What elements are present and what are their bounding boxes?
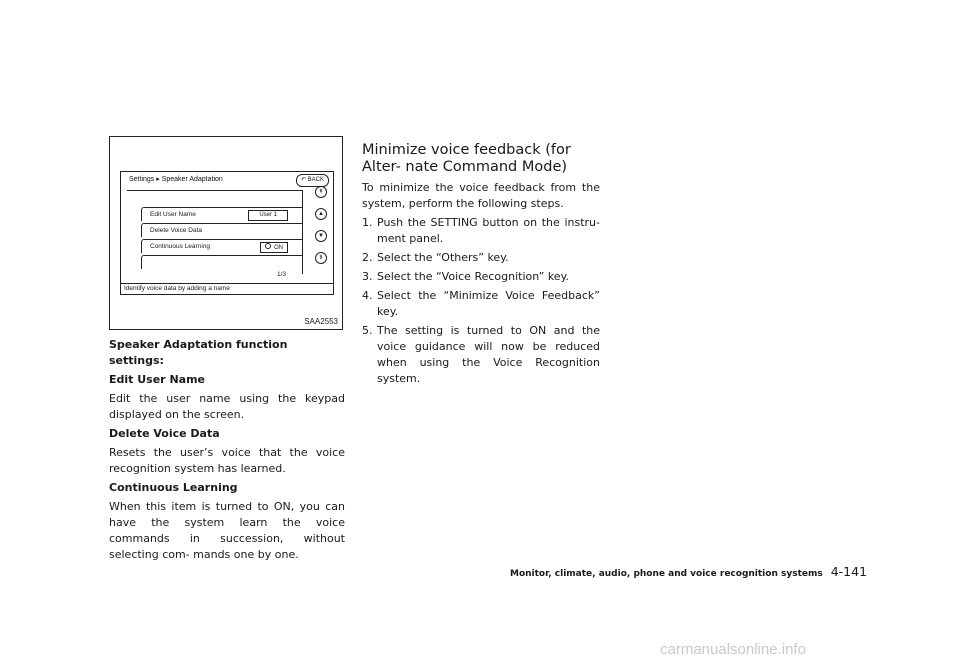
step-number: 5. [362, 324, 373, 337]
item-title: Edit User Name [109, 373, 205, 386]
item-text: When this item is turned to ON, you can have the system learn the voice commands in succession, without selecting com- mands one by one. [109, 500, 345, 561]
item-text: Resets the user’s voice that the voice recognition system has learned. [109, 446, 345, 475]
row-label: Delete Voice Data [150, 227, 203, 234]
intro-text: To minimize the voice feedback from the system, perform the following steps. [362, 181, 600, 210]
row-empty [141, 255, 302, 269]
scroll-up-icon[interactable]: ▲ [315, 208, 327, 220]
row-edit-user-name[interactable] [141, 207, 302, 221]
row-label: Continuous Learning [150, 243, 210, 250]
step-text: Select the “Voice Recognition” key. [377, 270, 570, 283]
status-bar: Identify voice data by adding a name [121, 283, 333, 294]
list-item [362, 250, 600, 266]
row-continuous-learning[interactable] [141, 239, 302, 253]
list-item [362, 215, 600, 247]
back-label: BACK [307, 177, 324, 183]
user-name-value: User 1 [248, 210, 288, 221]
page-number: 4-141 [830, 564, 868, 579]
step-number: 2. [362, 251, 373, 264]
step-text: Push the SETTING button on the instru- ment panel. [377, 216, 600, 245]
step-number: 4. [362, 289, 373, 302]
scroll-bottom-icon[interactable]: ⇟ [315, 252, 327, 264]
back-arrow-icon: ↶ [300, 177, 306, 183]
step-text: Select the “Others” key. [377, 251, 509, 264]
item-title: Delete Voice Data [109, 427, 220, 440]
footer-section: Monitor, climate, audio, phone and voice recognition systems [510, 569, 823, 579]
step-text: The setting is turned to ON and the voice guidance will now be reduced when using the Voice Recognition system. [377, 324, 600, 385]
settings-list [127, 190, 303, 274]
left-column [109, 337, 345, 566]
list-item [362, 288, 600, 320]
row-label: Edit User Name [150, 211, 196, 218]
watermark: carmanualsonline.info [660, 641, 806, 658]
speaker-adaptation-screen [120, 171, 334, 295]
continuous-learning-toggle[interactable] [260, 242, 288, 253]
step-text: Select the “Minimize Voice Feedback” key. [377, 289, 600, 318]
scroll-down-icon[interactable]: ▼ [315, 230, 327, 242]
figure-code: SAA2553 [304, 317, 338, 326]
indicator-icon [265, 243, 271, 249]
steps-list [362, 215, 600, 387]
list-item [362, 323, 600, 387]
item-title: Continuous Learning [109, 481, 238, 494]
page-indicator: 1/3 [277, 271, 287, 278]
step-number: 3. [362, 270, 373, 283]
right-column [362, 142, 600, 390]
section-heading: Speaker Adaptation function settings: [109, 338, 288, 367]
back-button[interactable] [296, 174, 329, 187]
scroll-top-icon[interactable]: ⇞ [315, 186, 327, 198]
step-number: 1. [362, 216, 373, 229]
breadcrumb: Settings ▸ Speaker Adaptation [129, 176, 223, 183]
toggle-label: ON [274, 245, 283, 251]
screen-figure [109, 136, 343, 330]
section-heading: Minimize voice feedback (for Alter- nate Command Mode) [362, 142, 571, 175]
list-item [362, 269, 600, 285]
page-footer [510, 564, 868, 579]
row-delete-voice-data[interactable] [141, 223, 302, 237]
item-text: Edit the user name using the keypad displayed on the screen. [109, 392, 345, 421]
